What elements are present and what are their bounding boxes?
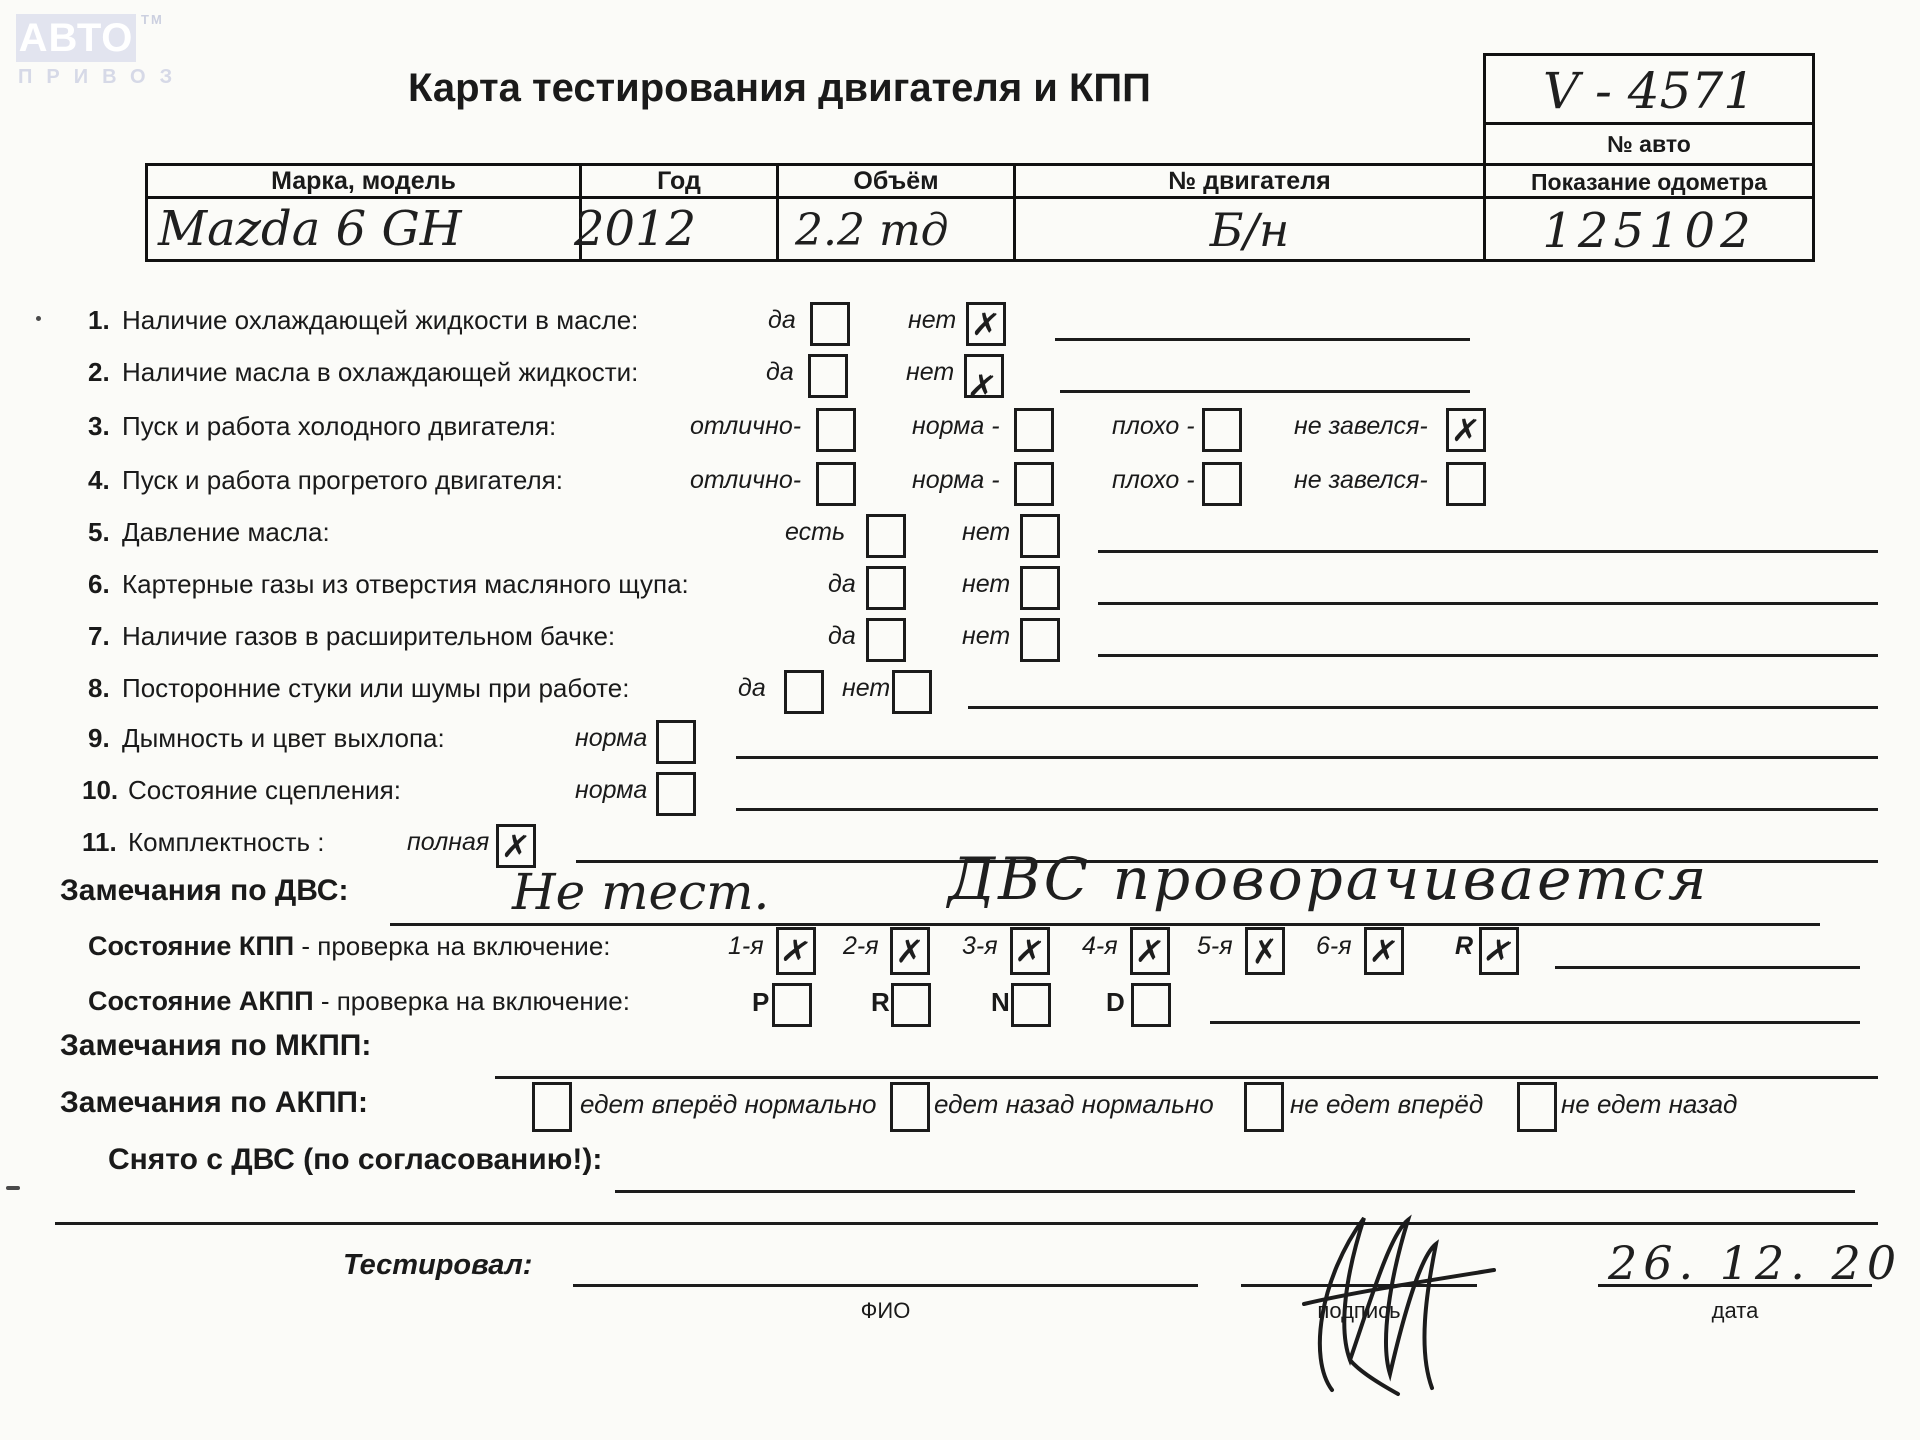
akpp-remark-checkbox-4[interactable] bbox=[1517, 1082, 1557, 1132]
item-number: 1. bbox=[88, 305, 110, 335]
mkpp-remarks-label: Замечания по МКПП: bbox=[60, 1029, 372, 1062]
item-label: Пуск и работа прогретого двигателя: bbox=[122, 465, 563, 495]
fio-sublabel: ФИО bbox=[860, 1298, 911, 1323]
item-label: Дымность и цвет выхлопа: bbox=[122, 723, 445, 753]
form-title: Карта тестирования двигателя и КПП bbox=[408, 66, 1151, 110]
option-label-norma: норма - bbox=[912, 412, 1000, 440]
checkbox-plokho[interactable] bbox=[1202, 408, 1242, 452]
checkbox-norma[interactable] bbox=[656, 772, 696, 816]
gear-label-5: 5-я bbox=[1197, 932, 1233, 960]
brand-header: Марка, модель bbox=[145, 163, 582, 199]
dvs-remark-handwriting-2: ДВС проворачивается bbox=[948, 845, 1710, 913]
answer-line bbox=[1060, 390, 1470, 393]
gear-label-4: 4-я bbox=[1082, 932, 1118, 960]
signature-scribble bbox=[1290, 1208, 1500, 1398]
option-label-norma: норма bbox=[575, 724, 648, 752]
gear-label-6: 6-я bbox=[1316, 932, 1352, 960]
option-label-net: нет bbox=[962, 570, 1011, 598]
checkbox-net[interactable]: ✗ bbox=[964, 354, 1004, 398]
option-label-otlichno: отлично- bbox=[690, 466, 802, 494]
option-label-da: да bbox=[738, 674, 766, 702]
option-label-da: да bbox=[768, 306, 796, 334]
answer-line bbox=[1055, 338, 1470, 341]
scan-speck bbox=[36, 316, 41, 321]
option-label-norma: норма bbox=[575, 776, 648, 804]
date-handwriting: 26. 12. 20 bbox=[1608, 1236, 1903, 1290]
date-sublabel: дата bbox=[1711, 1298, 1759, 1323]
checkbox-otlichno[interactable] bbox=[816, 462, 856, 506]
item-label: Наличие охлаждающей жидкости в масле: bbox=[122, 305, 639, 335]
gear-label-2: 2-я bbox=[843, 932, 879, 960]
checkbox-norma[interactable] bbox=[656, 720, 696, 764]
gear-checkbox-6[interactable]: ✗ bbox=[1364, 927, 1404, 975]
odometer-value: 125102 bbox=[1542, 203, 1756, 259]
item-number: 9. bbox=[88, 723, 110, 753]
checkbox-da[interactable] bbox=[810, 302, 850, 346]
item-label: Картерные газы из отверстия масляного щупа: bbox=[122, 569, 689, 599]
checkbox-da[interactable] bbox=[808, 354, 848, 398]
logo-privoz-text: ПРИВОЗ bbox=[18, 66, 187, 88]
gear-label-3: 3-я bbox=[962, 932, 998, 960]
removed-note-label: Снято с ДВС (по согласованию!): bbox=[108, 1143, 603, 1176]
dvs-remark-handwriting-1: Не тест. bbox=[512, 863, 770, 921]
odometer-header: Показание одометра bbox=[1483, 163, 1815, 199]
item-number: 10. bbox=[82, 775, 119, 805]
checkbox-da[interactable] bbox=[866, 618, 906, 662]
option-label-net: нет bbox=[962, 518, 1011, 546]
checkbox-norma[interactable] bbox=[1014, 408, 1054, 452]
akpp-line bbox=[1210, 1021, 1860, 1024]
car-number-label: № авто bbox=[1483, 122, 1815, 166]
akpp-checkbox-d[interactable] bbox=[1131, 983, 1171, 1027]
brand-cell bbox=[145, 196, 582, 262]
gear-label-r: R bbox=[1455, 932, 1474, 960]
checkbox-net[interactable] bbox=[1020, 566, 1060, 610]
item-number: 4. bbox=[88, 465, 110, 495]
item-label: Пуск и работа холодного двигателя: bbox=[122, 411, 557, 441]
checkbox-net[interactable] bbox=[892, 670, 932, 714]
option-label-norma: норма - bbox=[912, 466, 1000, 494]
option-label-da: да bbox=[828, 570, 856, 598]
answer-line bbox=[968, 706, 1878, 709]
akpp-remark-option-2: едет назад нормально bbox=[934, 1089, 1214, 1119]
item-number: 6. bbox=[88, 569, 110, 599]
akpp-pos-label-p: P bbox=[752, 987, 770, 1017]
checkbox-otlichno[interactable] bbox=[816, 408, 856, 452]
signature-sublabel: подпись bbox=[1317, 1298, 1401, 1323]
option-label-net: нет bbox=[842, 674, 891, 702]
volume-value: 2.2 тд bbox=[795, 205, 949, 256]
option-label-da: да bbox=[828, 622, 856, 650]
car-number-value: V - 4571 bbox=[1542, 62, 1756, 120]
volume-cell bbox=[776, 196, 1016, 262]
item-number: 3. bbox=[88, 411, 110, 441]
option-label-ne-zavelsya: не завелся- bbox=[1294, 466, 1428, 494]
option-label-da: да bbox=[766, 358, 794, 386]
akpp-checkbox-n[interactable] bbox=[1011, 983, 1051, 1027]
item-label: Наличие масла в охлаждающей жидкости: bbox=[122, 357, 639, 387]
engine-value: Б/н bbox=[1209, 203, 1290, 257]
scan-speck bbox=[6, 1186, 20, 1190]
option-label-otlichno: отлично- bbox=[690, 412, 802, 440]
option-label-net: нет bbox=[962, 622, 1011, 650]
engine-header: № двигателя bbox=[1013, 163, 1486, 199]
option-label-plokho: плохо - bbox=[1112, 466, 1195, 494]
checkbox-ne-zavelsya[interactable]: ✗ bbox=[1446, 408, 1486, 452]
gear-label-1: 1-я bbox=[728, 932, 764, 960]
option-label-est: есть bbox=[785, 518, 846, 546]
engine-cell bbox=[1013, 196, 1486, 262]
option-label-net: нет bbox=[906, 358, 955, 386]
answer-line bbox=[1098, 550, 1878, 553]
year-header: Год bbox=[579, 163, 779, 199]
akpp-remark-option-3: не едет вперёд bbox=[1290, 1089, 1484, 1119]
item-number: 11. bbox=[82, 827, 117, 857]
akpp-remark-checkbox-2[interactable] bbox=[890, 1082, 930, 1132]
car-number-cell bbox=[1483, 53, 1815, 125]
item-label: Комплектность : bbox=[128, 827, 325, 857]
answer-line bbox=[736, 808, 1878, 811]
checkbox-plokho[interactable] bbox=[1202, 462, 1242, 506]
tester-label: Тестировал: bbox=[343, 1249, 533, 1281]
gear-checkbox-5[interactable]: ✗ bbox=[1245, 927, 1285, 975]
year-value: 2012 bbox=[574, 201, 697, 257]
volume-header: Объём bbox=[776, 163, 1016, 199]
gear-checkbox-4[interactable]: ✗ bbox=[1130, 927, 1170, 975]
gear-checkbox-2[interactable]: ✗ bbox=[890, 927, 930, 975]
item-label: Наличие газов в расширительном бачке: bbox=[122, 621, 616, 651]
akpp-pos-label-r: R bbox=[871, 987, 890, 1017]
brand-value: Mazda 6 GH bbox=[158, 201, 462, 257]
gear-checkbox-1[interactable]: ✗ bbox=[777, 928, 815, 974]
dvs-remarks-line bbox=[390, 923, 1820, 926]
akpp-checkbox-r[interactable] bbox=[891, 983, 931, 1027]
checkbox-net[interactable] bbox=[1020, 514, 1060, 558]
checkbox-ne-zavelsya[interactable] bbox=[1446, 462, 1486, 506]
gear-checkbox-r[interactable]: ✗ bbox=[1480, 928, 1518, 974]
dvs-remarks-label: Замечания по ДВС: bbox=[60, 874, 349, 907]
checkbox-da[interactable] bbox=[784, 670, 824, 714]
item-label: Состояние сцепления: bbox=[128, 775, 401, 805]
item-number: 7. bbox=[88, 621, 110, 651]
item-number: 2. bbox=[88, 357, 110, 387]
divider-rule bbox=[55, 1222, 1878, 1225]
item-label: Посторонние стуки или шумы при работе: bbox=[122, 673, 630, 703]
checkbox-norma[interactable] bbox=[1014, 462, 1054, 506]
akpp-remark-option-4: не едет назад bbox=[1561, 1089, 1738, 1119]
option-label-plokho: плохо - bbox=[1112, 412, 1195, 440]
odometer-cell bbox=[1483, 196, 1815, 262]
option-label-polnaya: полная bbox=[407, 828, 490, 856]
akpp-remarks-label: Замечания по АКПП: bbox=[60, 1086, 368, 1119]
answer-line bbox=[1098, 654, 1878, 657]
akpp-pos-label-n: N bbox=[991, 987, 1010, 1017]
item-number: 8. bbox=[88, 673, 110, 703]
item-label: Давление масла: bbox=[122, 517, 330, 547]
logo-tm-mark: ТМ bbox=[141, 12, 164, 27]
akpp-remark-option-1: едет вперёд нормально bbox=[580, 1089, 877, 1119]
checkbox-net[interactable]: ✗ bbox=[966, 302, 1006, 346]
removed-note-line bbox=[615, 1190, 1855, 1193]
akpp-check-label: Состояние АКПП - проверка на включение: bbox=[88, 986, 630, 1016]
gear-checkbox-3[interactable]: ✗ bbox=[1010, 927, 1050, 975]
checkbox-est[interactable] bbox=[866, 514, 906, 558]
kpp-line bbox=[1555, 966, 1860, 969]
akpp-remark-checkbox-1[interactable] bbox=[532, 1082, 572, 1132]
checkbox-net[interactable] bbox=[1020, 618, 1060, 662]
checkbox-da[interactable] bbox=[866, 566, 906, 610]
option-label-net: нет bbox=[908, 306, 957, 334]
year-cell bbox=[574, 196, 779, 262]
checkbox-polnaya[interactable]: ✗ bbox=[496, 824, 536, 868]
answer-line bbox=[736, 756, 1878, 759]
item-number: 5. bbox=[88, 517, 110, 547]
option-label-ne-zavelsya: не завелся- bbox=[1294, 412, 1428, 440]
mkpp-remarks-line bbox=[495, 1076, 1878, 1079]
answer-line bbox=[1098, 602, 1878, 605]
kpp-check-label: Состояние КПП - проверка на включение: bbox=[88, 931, 611, 961]
fio-line bbox=[573, 1284, 1198, 1287]
akpp-pos-label-d: D bbox=[1106, 987, 1125, 1017]
logo-avto-mark: АВТО bbox=[16, 14, 136, 62]
akpp-checkbox-p[interactable] bbox=[772, 983, 812, 1027]
akpp-remark-checkbox-3[interactable] bbox=[1244, 1082, 1284, 1132]
